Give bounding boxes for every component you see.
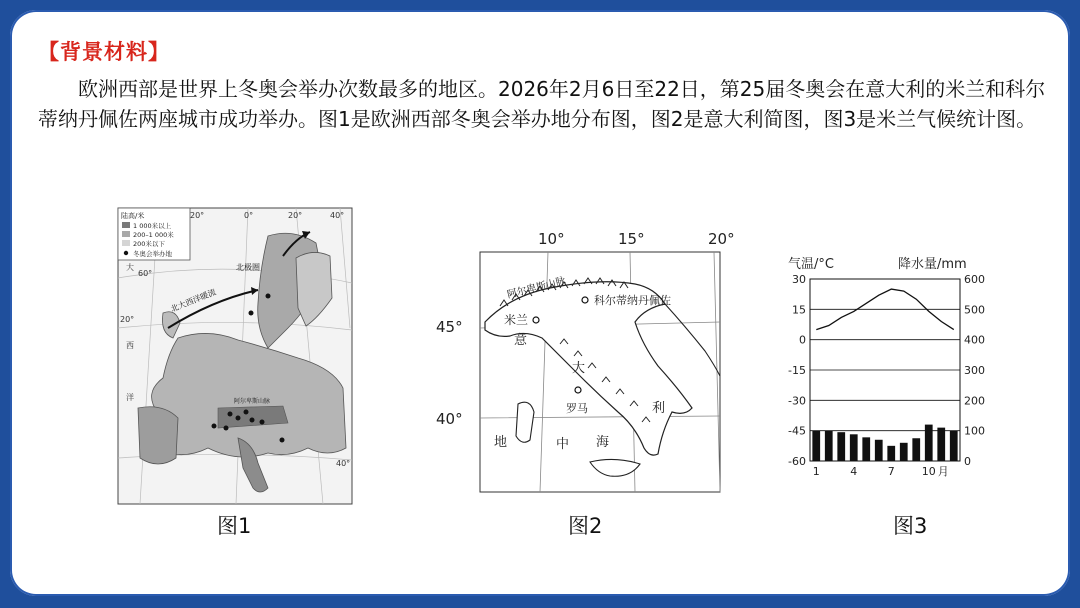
lon-20: 20°	[708, 230, 735, 248]
right-tick-label: 100	[964, 424, 985, 438]
precip-bar	[825, 431, 833, 461]
lon-15: 15°	[618, 230, 645, 248]
ocean-char-3: 洋	[126, 393, 134, 402]
precip-axis-title: 降水量/mm	[898, 257, 967, 272]
temp-axis-title: 气温/°C	[788, 257, 834, 272]
left-tick-label: -60	[788, 455, 806, 468]
legend-item-high: 1 000米以上	[133, 222, 172, 230]
left-tick-label: -45	[788, 424, 806, 438]
ocean-char-2: 西	[126, 341, 134, 350]
lat-45: 45°	[436, 318, 463, 336]
lon-label-4: 40°	[330, 211, 345, 220]
x-tick-label: 1	[812, 465, 820, 478]
lat-40: 40°	[436, 410, 463, 428]
section-heading: 【背景材料】	[38, 40, 170, 64]
x-tick-label: 4	[850, 465, 858, 478]
precip-bar	[875, 440, 883, 461]
climate-chart-svg	[778, 248, 985, 478]
left-tick-label: -15	[788, 364, 806, 377]
figure-1-caption: 图1	[217, 514, 252, 538]
host-city-dot	[250, 418, 255, 423]
legend-item-low: 200米以下	[133, 240, 165, 248]
host-city-dot	[266, 294, 271, 299]
x-tick-label: 10	[921, 465, 936, 478]
figure-3-chart	[778, 248, 985, 478]
figure-3-caption: 图3	[893, 514, 928, 538]
left-tick-label: 15	[792, 303, 806, 317]
precip-bar	[950, 431, 958, 461]
lon-label-w20: 20°	[120, 315, 135, 324]
italy-map-svg	[430, 226, 750, 494]
right-tick-label: 500	[964, 303, 985, 317]
host-city-dot	[212, 424, 217, 429]
milan-label: 米兰	[504, 313, 529, 327]
host-city-dot	[224, 426, 229, 431]
lat-label-60: 60°	[138, 269, 153, 278]
right-tick-label: 600	[964, 273, 985, 286]
host-city-dot	[260, 420, 265, 425]
alps-label: 阿尔卑斯山脉	[506, 275, 567, 301]
host-city-dot	[280, 438, 285, 443]
legend-title: 陆高/米	[121, 212, 145, 220]
precip-bar	[862, 437, 870, 461]
right-tick-label: 200	[964, 394, 985, 408]
figure-2-caption: 图2	[568, 514, 603, 538]
left-tick-label: 0	[799, 333, 806, 347]
rome-label: 罗马	[566, 402, 588, 415]
precip-bar	[925, 425, 933, 461]
ocean-char-1: 大	[126, 263, 134, 272]
alps-label: 阿尔卑斯山脉	[234, 398, 271, 405]
lon-label-2: 0°	[244, 211, 254, 220]
europe-map-svg	[118, 208, 352, 504]
precip-bar	[887, 446, 895, 461]
lat-label-40: 40°	[336, 459, 351, 468]
left-tick-label: -30	[788, 394, 806, 408]
italy-char-3: 利	[652, 401, 666, 416]
precip-bar	[812, 431, 820, 461]
cortina-dot	[582, 297, 588, 303]
right-tick-label: 0	[964, 455, 971, 468]
lon-label-3: 20°	[288, 211, 303, 220]
precip-bar	[912, 438, 920, 461]
x-tick-label: 7	[887, 465, 895, 478]
host-city-dot	[228, 412, 233, 417]
precip-bar	[837, 432, 845, 461]
x-unit-label: 月	[937, 465, 949, 478]
sea-char-1: 地	[494, 435, 508, 450]
italy-char-2: 大	[572, 361, 586, 376]
legend-item-mid: 200–1 000米	[133, 231, 174, 239]
background-paragraph: 欧洲西部是世界上冬奥会举办次数最多的地区。2026年2月6日至22日，第25届冬奥会在意大利的米兰和科尔蒂纳丹佩佐两座城市成功举办。图1是欧洲西部冬奥会举办地分布图，图2是意大利简图，图3是米兰气候统计图。	[38, 77, 1046, 131]
host-city-dot	[244, 410, 249, 415]
current-label: 北大西洋暖流	[169, 287, 218, 314]
host-city-dot	[249, 311, 254, 316]
lon-10: 10°	[538, 230, 565, 248]
cortina-label: 科尔蒂纳丹佩佐	[594, 294, 671, 307]
legend-item-host: 冬奥会举办地	[133, 250, 172, 258]
figure-1-map	[118, 208, 352, 504]
milan-dot	[533, 317, 539, 323]
right-tick-label: 300	[964, 364, 985, 377]
precip-bar	[850, 434, 858, 461]
precip-bar	[900, 443, 908, 461]
host-city-dot	[236, 416, 241, 421]
right-tick-label: 400	[964, 333, 985, 347]
figure-2-map	[430, 226, 750, 494]
lon-label-1: 20°	[190, 211, 205, 220]
left-tick-label: 30	[792, 273, 806, 286]
sea-char-2: 中	[556, 437, 570, 452]
rome-dot	[575, 387, 581, 393]
sea-char-3: 海	[596, 435, 610, 450]
precip-bar	[937, 428, 945, 461]
italy-char-1: 意	[514, 333, 528, 348]
arctic-circle-label: 北极圈	[236, 263, 260, 272]
